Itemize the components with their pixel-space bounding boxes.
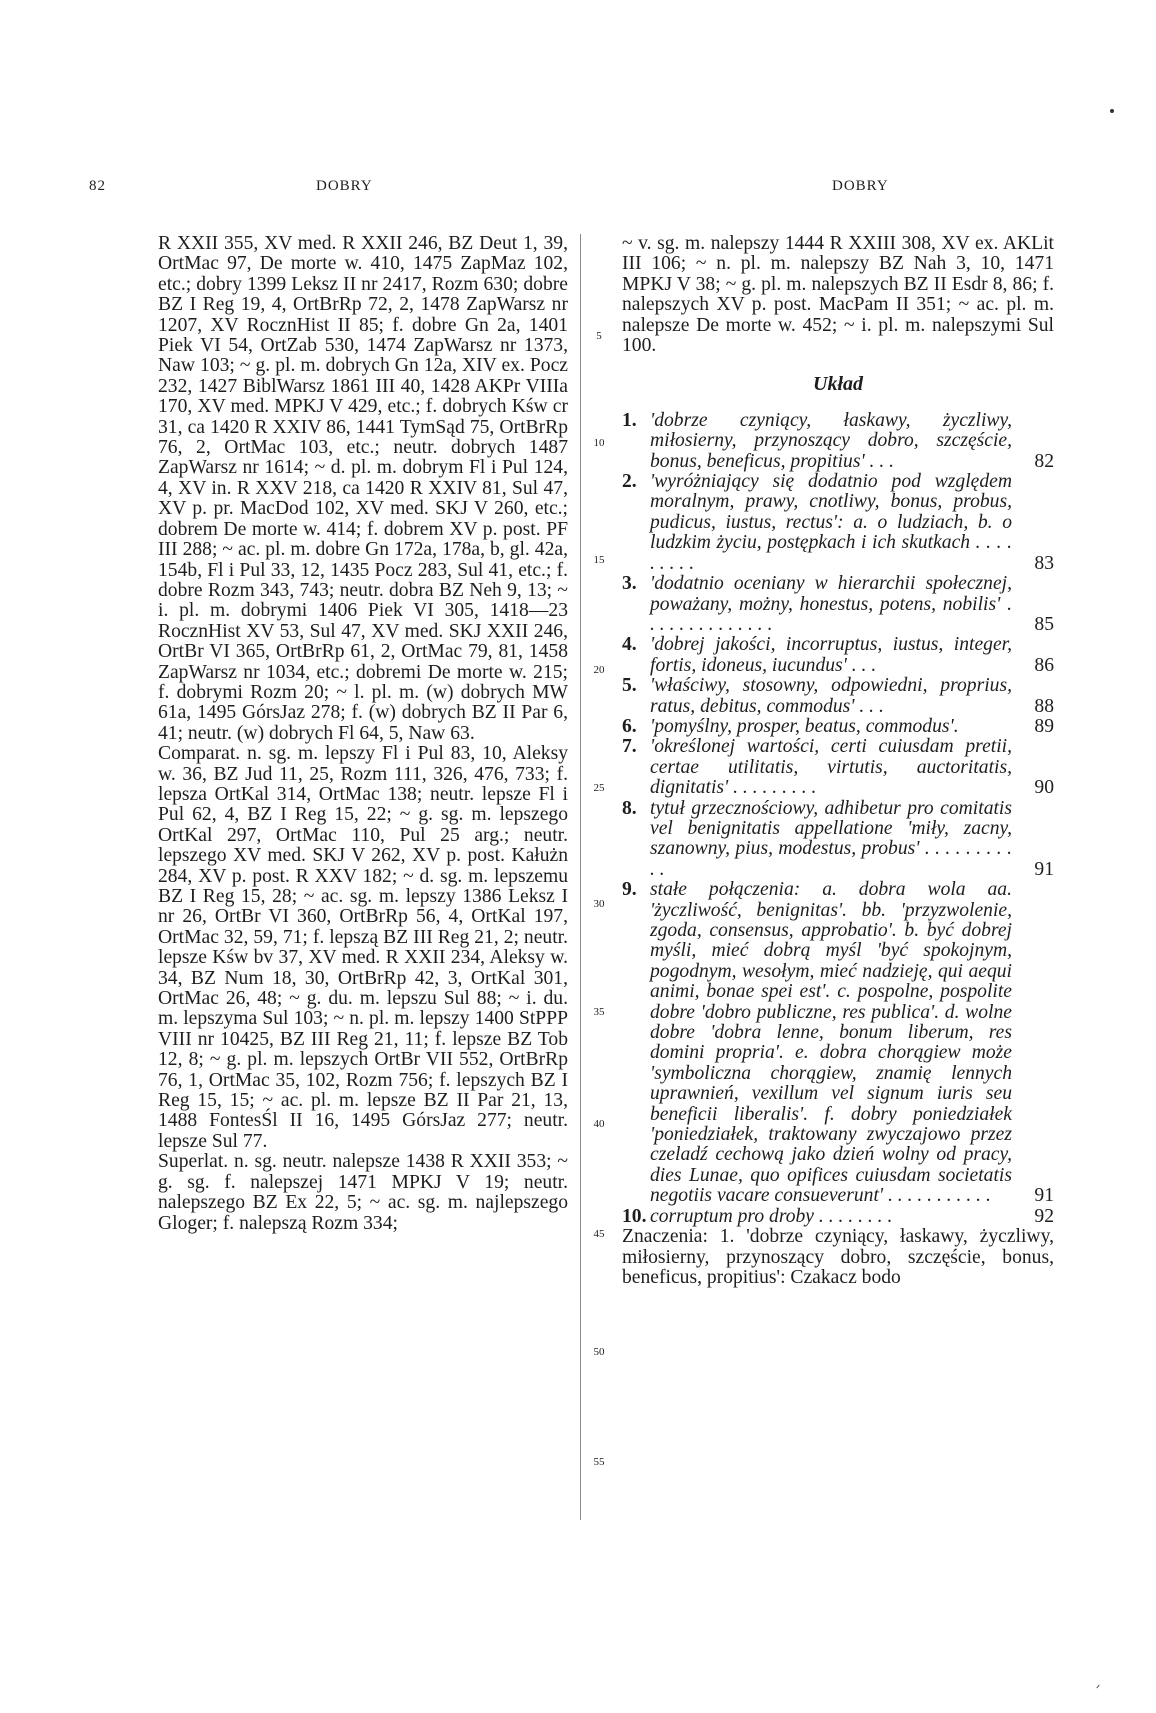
line-number: 15: [593, 554, 605, 566]
layout-item-number: 9.: [622, 879, 637, 901]
layout-item-text: 'dobrej jakości, incorruptus, iustus, integer, fortis, idoneus, iucundus' . . .: [650, 634, 1012, 676]
layout-item: [622, 574, 1054, 635]
line-number: 35: [593, 1006, 605, 1018]
layout-item-page: 91: [1034, 1185, 1054, 1207]
layout-item-text: 'pomyślny, prosper, beatus, commodus'.: [650, 715, 959, 737]
layout-item: [622, 635, 1054, 676]
right-column: [622, 234, 1054, 1288]
layout-item: [622, 717, 1054, 737]
layout-item-number: 8.: [622, 797, 637, 819]
layout-item: [622, 1207, 1054, 1227]
layout-item-number: 6.: [622, 715, 637, 737]
layout-item-text: 'określonej wartości, certi cuiusdam pretii, certae utilitatis, virtutis, auctoritatis, dignitatis' . . . . . . . . .: [650, 736, 1012, 799]
column-divider: [580, 234, 581, 1520]
page-number: 82: [89, 178, 106, 194]
line-number: 10: [593, 437, 605, 449]
left-paragraph-comparat: Comparat. n. sg. m. lepszy Fl i Pul 83, 10, Aleksy w. 36, BZ Jud 11, 25, Rozm 111, 326, 476, 733; f. lepsza OrtKal 314, OrtMac 138; neutr. lepsze Fl i Pul 62, 4, BZ I Reg 15, 22; ~ g. sg. m. lepszego OrtKal 297, OrtMac 110, Pul 25 arg.; neutr. lepszego XV med. SKJ V 262, XV p. post. Kałużn 284, XV p. post. R XXV 182; ~ d. sg. m. lepszemu BZ I Reg 15, 28; ~ ac. sg. m. lepszy 1386 Leksz I nr 26, OrtBr VI 360, OrtBrRp 56, 4, OrtKal 197, OrtMac 32, 59, 71; f. lepszą BZ III Reg 21, 2; neutr. lepsze Kśw bv 37, XV med. R XXII 234, Aleksy w. 34, BZ Num 18, 30, OrtBrRp 42, 3, OrtKal 301, OrtMac 26, 48; ~ g. du. m. lepszu Sul 88; ~ i. du. m. lepszyma Sul 103; ~ n. pl. m. lepszy 1400 StPPP VIII nr 10425, BZ III Reg 21, 11; f. lepsze BZ Tob 12, 8; ~ g. pl. m. lepszych OrtBr VII 552, OrtBrRp 76, 1, OrtMac 35, 102, Rozm 756; f. lepszych BZ I Reg 15, 15; ~ ac. pl. m. lepsze BZ II Par 21, 13, 1488 FontesŚl II 16, 1495 GórsJaz 277; neutr. lepsze Sul 77.: [158, 743, 568, 1152]
line-number: 45: [593, 1228, 605, 1240]
stray-mark: [1096, 1685, 1099, 1689]
layout-item-page: 85: [1034, 613, 1054, 635]
meanings-paragraph: Znaczenia: 1. 'dobrze czyniący, łaskawy, życzliwy, miłosierny, przynoszący dobro, szczęście, bonus, beneficus, propitius': Czakacz bodo: [622, 1226, 1054, 1288]
layout-item: [622, 799, 1054, 881]
layout-item-number: 7.: [622, 736, 637, 758]
layout-item-page: 83: [1034, 552, 1054, 574]
layout-item: [622, 411, 1054, 472]
layout-item-page: 91: [1034, 858, 1054, 880]
layout-item-page: 90: [1034, 777, 1054, 799]
layout-item-page: 82: [1034, 450, 1054, 472]
right-intro: ~ v. sg. m. nalepszy 1444 R XXIII 308, XV ex. AKLit III 106; ~ n. pl. m. nalepszy BZ Nah 3, 10, 1471 MPKJ V 38; ~ g. pl. m. nalepszych BZ II Esdr 8, 86; f. nalepszych XV p. post. MacPam II 351; ~ ac. pl. m. nalepsze De morte w. 452; ~ i. pl. m. nalepszymi Sul 100.: [622, 233, 1054, 357]
layout-item-page: 92: [1034, 1205, 1054, 1227]
section-title-layout: Układ: [813, 373, 863, 396]
layout-item-text: stałe połączenia: a. dobra wola aa. 'życzliwość, benignitas'. bb. 'przyzwolenie, zgoda, consensus, approbatio'. b. być dobrej myśli, mieć dobrą myśl 'być spokojnym, pogodnym, wesołym, mieć nadzieję, qui aequi animi, bonae spei est'. c. pospolne, pospolite dobre 'dobro publiczne, res publica'. d. wolne dobre 'dobra lenne, bonum liberum, res domini propria'. e. dobra chorągiew może 'symboliczna chorągiew, znamię lennych uprawnień, vexillum vel signum iuris seu beneficii liberalis'. f. dobry poniedziałek 'poniedziałek, traktowany zwyczajowo przez czeladź cechową jako dzień wolny od pracy, dies Lunae, quo opifices cuiusdam societatis negotiis vacare consueverunt' . . . . . . . . . . .: [650, 879, 1012, 1207]
layout-item: [622, 880, 1054, 1207]
stray-mark: [1110, 109, 1114, 113]
left-running-head: DOBRY: [316, 178, 373, 194]
layout-item-text: 'dodatnio oceniany w hierarchii społecznej, poważany, możny, honestus, potens, nobilis' . . . . . . . . . . . . . .: [650, 573, 1012, 635]
right-running-head: DOBRY: [832, 178, 889, 194]
layout-item: [622, 737, 1054, 798]
layout-item: [622, 676, 1054, 717]
layout-item-text: 'właściwy, stosowny, odpowiedni, proprius, ratus, debitus, commodus' . . .: [650, 675, 1012, 717]
line-number: 55: [593, 1456, 605, 1468]
layout-list: [622, 411, 1054, 1227]
layout-item-text: 'wyróżniający się dodatnio pod względem moralnym, prawy, cnotliwy, bonus, probus, pudicus, iustus, rectus': a. o ludziach, b. o ludzkim życiu, postępkach i ich skutkach . . . . . . . . .: [650, 471, 1012, 574]
layout-item-number: 1.: [622, 409, 637, 431]
line-number: 30: [593, 898, 605, 910]
layout-item-text: tytuł grzecznościowy, adhibetur pro comitatis vel benignitatis appellatione 'miły, zacny, szanowny, pius, modestus, probus' . . . . . . . . . . .: [650, 797, 1012, 880]
line-number: 50: [593, 1346, 605, 1358]
layout-item-number: 4.: [622, 634, 637, 656]
line-number: 25: [593, 782, 605, 794]
line-number: 40: [593, 1118, 605, 1130]
layout-item-page: 89: [1034, 715, 1054, 737]
layout-item: [622, 472, 1054, 574]
left-column: [158, 234, 568, 1234]
layout-item-page: 86: [1034, 654, 1054, 676]
layout-item-number: 2.: [622, 471, 637, 493]
layout-item-number: 3.: [622, 573, 637, 595]
layout-item-text: 'dobrze czyniący, łaskawy, życzliwy, miłosierny, przynoszący dobro, szczęście, bonus, beneficus, propitius' . . .: [650, 409, 1012, 472]
line-number: 5: [596, 330, 602, 342]
layout-item-page: 88: [1034, 695, 1054, 717]
layout-item-number: 5.: [622, 675, 637, 697]
left-paragraph-1: R XXII 355, XV med. R XXII 246, BZ Deut 1, 39, OrtMac 97, De morte w. 410, 1475 ZapMaz 102, etc.; dobry 1399 Leksz II nr 2417, Rozm 630; dobre BZ I Reg 19, 4, OrtBrRp 72, 2, 1478 ZapWarsz nr 1207, XV RocznHist II 85; f. dobre Gn 2a, 1401 Piek VI 54, OrtZab 530, 1474 ZapWarsz nr 1373, Naw 103; ~ g. pl. m. dobrych Gn 12a, XIV ex. Pocz 232, 1427 BiblWarsz 1861 III 40, 1428 AKPr VIIIa 170, XV med. MPKJ V 429, etc.; f. dobrych Kśw cr 31, ca 1420 R XXIV 86, 1441 TymSąd 75, OrtBrRp 76, 2, OrtMac 103, etc.; neutr. dobrych 1487 ZapWarsz nr 1614; ~ d. pl. m. dobrym Fl i Pul 124, 4, XV in. R XXV 218, ca 1420 R XXIV 81, Sul 47, XV p. pr. MacDod 102, XV med. SKJ V 260, etc.; dobrem De morte w. 414; f. dobrem XV p. post. PF III 288; ~ ac. pl. m. dobre Gn 172a, 178a, b, gl. 42a, 154b, Fl i Pul 33, 12, 1435 Pocz 283, Sul 41, etc.; f. dobre Rozm 343, 743; neutr. dobra BZ Neh 9, 13; ~ i. pl. m. dobrymi 1406 Piek VI 305, 1418—23 RocznHist XV 53, Sul 47, XV med. SKJ XXII 246, OrtBr VI 365, OrtBrRp 61, 2, OrtMac 79, 81, 1458 ZapWarsz nr 1034, etc.; dobremi De morte w. 215; f. dobrymi Rozm 20; ~ l. pl. m. (w) dobrych MW 61a, 1495 GórsJaz 278; f. (w) dobrych BZ II Par 6, 41; neutr. (w) dobrych Fl 64, 5, Naw 63.: [158, 233, 568, 744]
layout-item-number: 10.: [622, 1205, 647, 1227]
layout-item-text: corruptum pro droby . . . . . . . .: [650, 1205, 893, 1227]
left-paragraph-superlat: Superlat. n. sg. neutr. nalepsze 1438 R XXII 353; ~ g. sg. f. nalepszej 1471 MPKJ V 19; neutr. nalepszego BZ Ex 22, 5; ~ ac. sg. m. najlepszego Gloger; f. nalepszą Rozm 334;: [158, 1151, 568, 1234]
line-number: 20: [593, 664, 605, 676]
